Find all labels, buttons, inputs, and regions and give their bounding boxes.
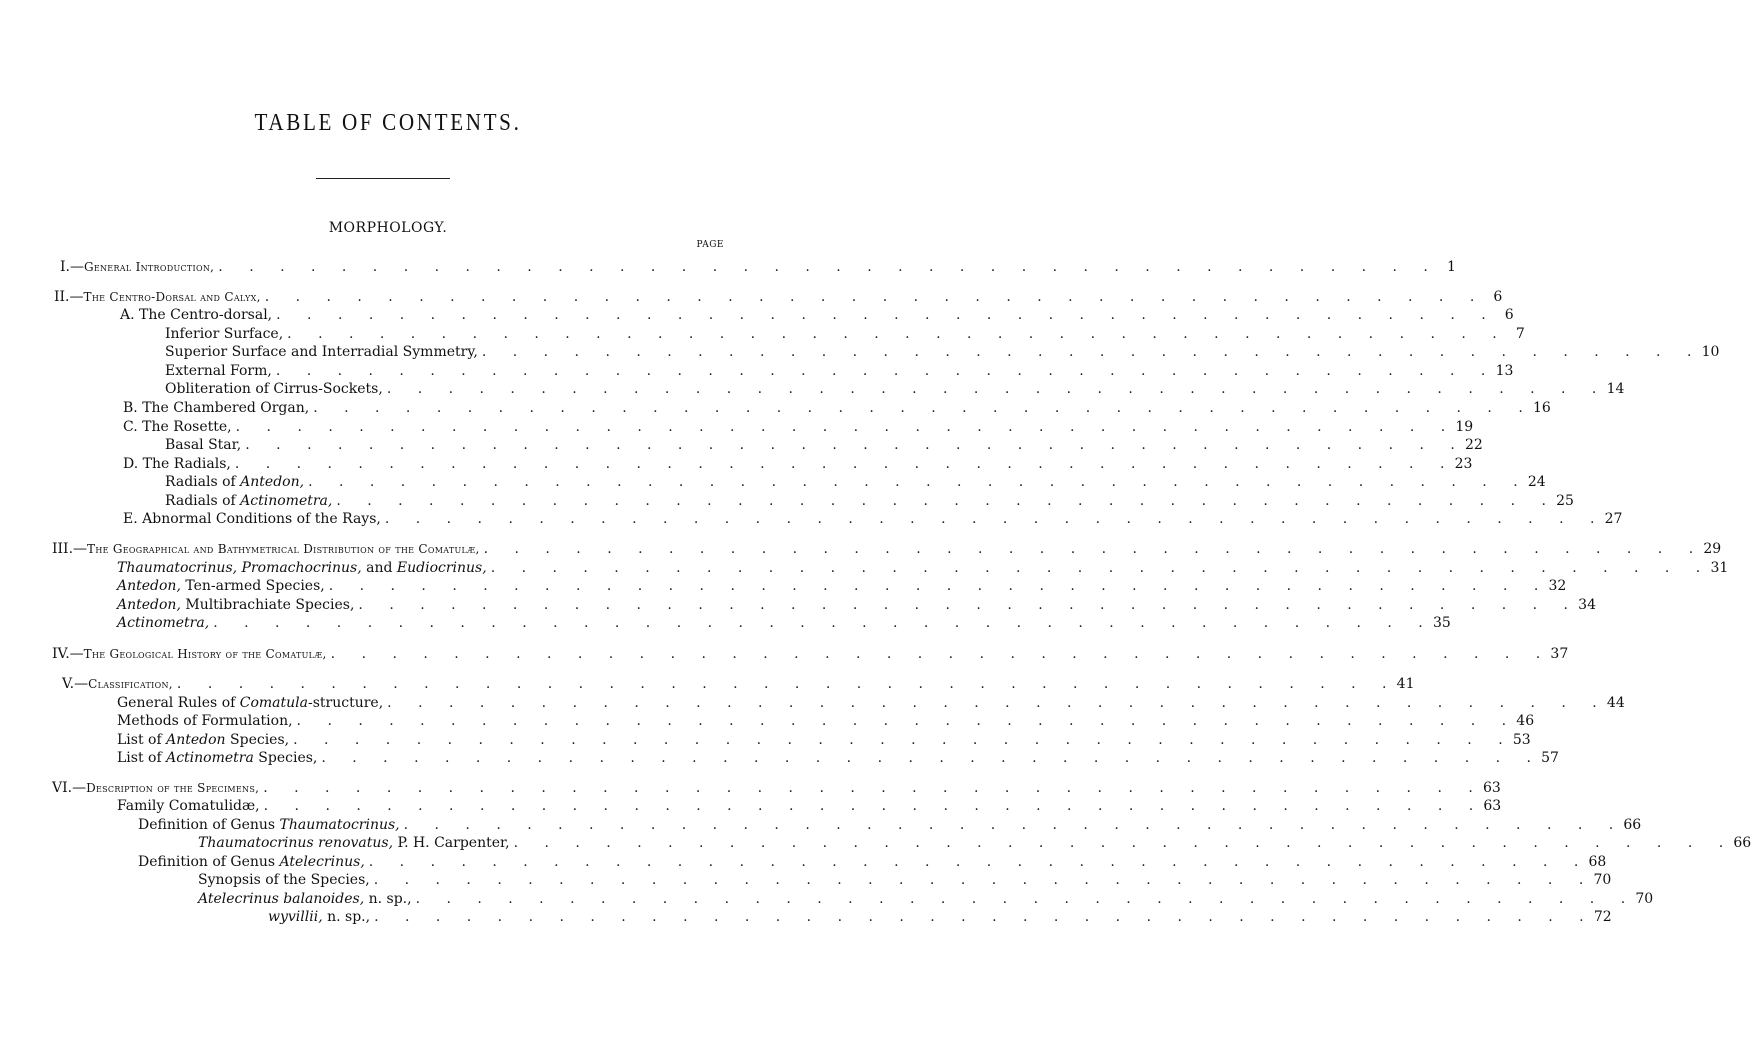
dot-leader: . . . . . . . . . . . . . . . . . . . . . . . . . . . . . . . . . . . . . . . . xyxy=(384,511,1595,527)
toc-entry-page: 46 xyxy=(1516,713,1535,729)
toc-entry-page: 24 xyxy=(1527,474,1546,490)
toc-entry xyxy=(165,436,1483,454)
toc-entry-text: The Centro-Dorsal and Calyx, xyxy=(83,290,261,304)
toc-entry xyxy=(123,510,1623,528)
toc-entry xyxy=(52,645,1569,663)
toc-entry-text: Thaumatocrinus, Promachocrinus, xyxy=(117,560,362,576)
dot-leader: . . . . . . . . . . . . . . . . . . . . . . . . . . . . . . . . . . . . . . . . xyxy=(213,615,1423,631)
toc-entry-label xyxy=(117,731,293,749)
toc-entry-text: General Rules of xyxy=(117,695,240,711)
toc-entry-text: Atelecrinus, xyxy=(279,854,365,870)
title-rule xyxy=(316,178,450,179)
toc-entry-label xyxy=(198,890,416,908)
toc-entry-page: 29 xyxy=(1703,541,1722,557)
toc-entry-page: 66 xyxy=(1623,817,1642,833)
toc-entry-text: V.— xyxy=(62,676,89,692)
dot-leader: . . . . . . . . . . . . . . . . . . . . . . . . . . . . . . . . . . . . . . . . xyxy=(513,835,1724,851)
toc-entry-label xyxy=(120,306,276,324)
toc-entry-label xyxy=(117,694,387,712)
toc-entry-text: and xyxy=(361,560,397,576)
dot-leader: . . . . . . . . . . . . . . . . . . . . . . . . . . . . . . . . . . . . . . . . xyxy=(336,493,1546,509)
dot-leader: . . . . . . . . . . . . . . . . . . . . . . . . . . . . . . . . . . . . . . . . xyxy=(358,597,1568,613)
toc-entry xyxy=(52,779,1501,797)
toc-entry-label xyxy=(117,797,264,815)
toc-entry-page: 32 xyxy=(1548,578,1567,594)
dot-leader: . . . . . . . . . . . . . . . . . . . . . . . . . . . . . . . . . . . . . . . . xyxy=(313,400,1523,416)
toc-entry-text: General Introduction, xyxy=(83,260,215,274)
toc-entry xyxy=(198,871,1612,889)
toc-entry-text: A. The Centro-dorsal, xyxy=(120,307,273,323)
dot-leader: . . . . . . . . . . . . . . . . . . . . . . . . . . . . . . . . . . . . . . . . xyxy=(263,780,1473,796)
toc-entry xyxy=(117,749,1559,767)
toc-entry-page: 6 xyxy=(1504,307,1514,323)
toc-entry-text: I.— xyxy=(60,259,84,275)
toc-entry xyxy=(165,362,1514,380)
toc-entry-text: E. Abnormal Conditions of the Rays, xyxy=(123,511,381,527)
toc-entry-text: Classification, xyxy=(88,677,173,691)
toc-entry-label xyxy=(165,325,287,343)
dot-leader: . . . . . . . . . . . . . . . . . . . . . . . . . . . . . . . . . . . . . . . . xyxy=(373,872,1584,888)
toc-entry xyxy=(60,258,1456,276)
toc-entry-text: Antedon, xyxy=(240,474,305,490)
toc-entry xyxy=(117,559,1729,577)
toc-entry-text: Radials of xyxy=(165,493,241,509)
dot-leader: . . . . . . . . . . . . . . . . . . . . . . . . . . . . . . . . . . . . . . . . xyxy=(263,798,1474,814)
toc-entry-text: Actinometra, xyxy=(240,493,333,509)
toc-entry xyxy=(117,596,1596,614)
toc-entry-page: 1 xyxy=(1446,259,1456,275)
toc-entry-text: List of xyxy=(117,732,167,748)
toc-entry-page: 70 xyxy=(1635,891,1654,907)
toc-entry-label xyxy=(138,853,369,871)
toc-entry-text: List of xyxy=(117,750,167,766)
toc-entry-label xyxy=(52,779,263,797)
dot-leader: . . . . . . . . . . . . . . . . . . . . . . . . . . . . . . . . . . . . . . . . xyxy=(275,363,1486,379)
toc-entry-label xyxy=(138,816,404,834)
toc-entry xyxy=(117,614,1451,632)
dot-leader: . . . . . . . . . . . . . . . . . . . . . . . . . . . . . . . . . . . . . . . . xyxy=(296,713,1507,729)
toc-entry-text: IV.— xyxy=(52,646,84,662)
toc-entry xyxy=(123,455,1473,473)
toc-entry xyxy=(165,492,1574,510)
toc-entry-page: 44 xyxy=(1606,695,1625,711)
toc-entry-text: Superior Surface and Interradial Symmetry, xyxy=(165,344,478,360)
toc-entry-label xyxy=(117,559,491,577)
toc-entry-label xyxy=(198,871,374,889)
toc-entry-page: 6 xyxy=(1493,289,1503,305)
toc-entry-text: Description of the Specimens, xyxy=(86,781,260,795)
toc-entry-label xyxy=(198,834,514,852)
toc-entry-page: 70 xyxy=(1593,872,1612,888)
toc-entry-page: 10 xyxy=(1701,344,1720,360)
toc-entry-page: 37 xyxy=(1550,646,1569,662)
dot-leader: . . . . . . . . . . . . . . . . . . . . . . . . . . . . . . . . . . . . . . . . xyxy=(483,541,1694,557)
toc-entry-label xyxy=(117,749,321,767)
toc-entry xyxy=(117,694,1625,712)
toc-entry xyxy=(117,797,1502,815)
toc-entry-page: 25 xyxy=(1556,493,1574,509)
toc-entry-text: Ten-armed Species, xyxy=(180,578,325,594)
toc-entry-page: 53 xyxy=(1512,732,1531,748)
toc-entry xyxy=(138,816,1642,834)
toc-entry-text: C. The Rosette, xyxy=(123,419,232,435)
toc-entry-label xyxy=(117,614,213,632)
dot-leader: . . . . . . . . . . . . . . . . . . . . . . . . . . . . . . . . . . . . . . . . xyxy=(293,732,1503,748)
toc-entry-page: 68 xyxy=(1588,854,1607,870)
toc-entry-text: III.— xyxy=(52,541,88,557)
toc-entry-label xyxy=(52,540,484,558)
toc-entry-label xyxy=(165,436,245,454)
toc-entry-text: wyvillii, xyxy=(268,909,323,925)
toc-entry xyxy=(165,473,1546,491)
toc-entry xyxy=(123,418,1474,436)
dot-leader: . . . . . . . . . . . . . . . . . . . . . . . . . . . . . . . . . . . . . . . . xyxy=(287,326,1497,342)
toc-entry xyxy=(165,380,1625,398)
toc-entry-label xyxy=(60,258,218,276)
toc-entry xyxy=(117,577,1567,595)
toc-entry-label xyxy=(117,596,358,614)
dot-leader: . . . . . . . . . . . . . . . . . . . . . . . . . . . . . . . . . . . . . . . . xyxy=(235,419,1446,435)
toc-entry xyxy=(138,853,1607,871)
toc-entry xyxy=(120,306,1514,324)
toc-entry-text: VI.— xyxy=(52,780,87,796)
section-heading: MORPHOLOGY. xyxy=(328,220,448,236)
dot-leader: . . . . . . . . . . . . . . . . . . . . . . . . . . . . . . . . . . . . . . . . xyxy=(386,381,1597,397)
toc-entry-text: Actinometra xyxy=(166,750,254,766)
toc-entry xyxy=(123,399,1551,417)
toc-entry-text: Definition of Genus xyxy=(138,854,280,870)
toc-entry-page: 57 xyxy=(1541,750,1559,766)
toc-entry-text: Thaumatocrinus, xyxy=(279,817,400,833)
toc-entry-page: 14 xyxy=(1606,381,1625,397)
toc-entry-text: Comatula xyxy=(239,695,308,711)
dot-leader: . . . . . . . . . . . . . . . . . . . . . . . . . . . . . . . . . . . . . . . . xyxy=(368,854,1579,870)
toc-entry-text: Species, xyxy=(225,732,290,748)
toc-entry-text: Antedon, xyxy=(117,597,181,613)
dot-leader: . . . . . . . . . . . . . . . . . . . . . . . . . . . . . . . . . . . . . . . . xyxy=(403,817,1614,833)
toc-entry-page: 34 xyxy=(1578,597,1596,613)
toc-entry-text: n. sp., xyxy=(364,891,412,907)
toc-entry-label xyxy=(117,577,329,595)
toc-entry-label xyxy=(117,712,297,730)
dot-leader: . . . . . . . . . . . . . . . . . . . . . . . . . . . . . . . . . . . . . . . . xyxy=(276,307,1486,323)
toc-entry-label xyxy=(62,675,177,693)
toc-entry-text: D. The Radials, xyxy=(123,456,231,472)
toc-entry-text: B. The Chambered Organ, xyxy=(123,400,310,416)
toc-entry-text: The Geographical and Bathymetrical Distribution of the Comatulæ, xyxy=(87,542,480,556)
toc-entry-label xyxy=(123,418,236,436)
toc-entry-label xyxy=(54,288,265,306)
toc-entry-text: Multibrachiate Species, xyxy=(180,597,355,613)
toc-entry-page: 35 xyxy=(1432,615,1451,631)
dot-leader: . . . . . . . . . . . . . . . . . . . . . . . . . . . . . . . . . . . . . . . . xyxy=(176,676,1387,692)
toc-entry-text: Obliteration of Cirrus-Sockets, xyxy=(165,381,383,397)
toc-entry xyxy=(54,288,1503,306)
toc-entry-text: Antedon xyxy=(166,732,226,748)
toc-entry-text: External Form, xyxy=(165,363,272,379)
toc-entry-label xyxy=(165,362,276,380)
toc-entry-text: Actinometra, xyxy=(117,615,210,631)
toc-entry-page: 19 xyxy=(1455,419,1474,435)
dot-leader: . . . . . . . . . . . . . . . . . . . . . . . . . . . . . . . . . . . . . . . . xyxy=(308,474,1518,490)
page-column-label: PAGE xyxy=(696,240,724,250)
toc-entry-page: 16 xyxy=(1532,400,1551,416)
toc-entry-text: Atelecrinus balanoides, xyxy=(198,891,365,907)
toc-entry-text: Antedon, xyxy=(117,578,181,594)
toc-entry-label xyxy=(165,380,387,398)
dot-leader: . . . . . . . . . . . . . . . . . . . . . . . . . . . . . . . . . . . . . . . . xyxy=(328,578,1539,594)
toc-entry-text: Definition of Genus xyxy=(138,817,280,833)
toc-entry-text: Thaumatocrinus renovatus, xyxy=(198,835,394,851)
toc-entry-label xyxy=(165,473,308,491)
toc-entry-label xyxy=(52,645,331,663)
toc-entry-text: Radials of xyxy=(165,474,241,490)
toc-entry-label xyxy=(123,510,385,528)
dot-leader: . . . . . . . . . . . . . . . . . . . . . . . . . . . . . . . . . . . . . . . . xyxy=(321,750,1531,766)
toc-entry-page: 66 xyxy=(1733,835,1751,851)
dot-leader: . . . . . . . . . . . . . . . . . . . . . . . . . . . . . . . . . . . . . . . . xyxy=(234,456,1445,472)
toc-entry-page: 31 xyxy=(1710,560,1729,576)
dot-leader: . . . . . . . . . . . . . . . . . . . . . . . . . . . . . . . . . . . . . . . . xyxy=(415,891,1626,907)
toc-entry-page: 63 xyxy=(1483,798,1502,814)
toc-entry-text: Synopsis of the Species, xyxy=(198,872,370,888)
toc-entry-page: 63 xyxy=(1482,780,1501,796)
dot-leader: . . . . . . . . . . . . . . . . . . . . . . . . . . . . . . . . . . . . . . . . xyxy=(490,560,1701,576)
dot-leader: . . . . . . . . . . . . . . . . . . . . . . . . . . . . . . . . . . . . . . . . xyxy=(387,695,1597,711)
toc-entry-page: 22 xyxy=(1465,437,1483,453)
toc-entry-text: Methods of Formulation, xyxy=(117,713,293,729)
toc-entry-page: 23 xyxy=(1454,456,1473,472)
toc-entry xyxy=(117,712,1535,730)
page-title: TABLE OF CONTENTS. xyxy=(254,110,522,136)
toc-entry-label xyxy=(165,492,336,510)
toc-entry-text: Inferior Surface, xyxy=(165,326,284,342)
toc-entry-text: Eudiocrinus, xyxy=(396,560,487,576)
dot-leader: . . . . . . . . . . . . . . . . . . . . . . . . . . . . . . . . . . . . . . . . xyxy=(245,437,1455,453)
toc-entry-text: Family Comatulidæ, xyxy=(117,798,260,814)
toc-entry-text: n. sp., xyxy=(322,909,371,925)
dot-leader: . . . . . . . . . . . . . . . . . . . . . . . . . . . . . . . . . . . . . . . . xyxy=(264,289,1475,305)
toc-entry xyxy=(165,325,1525,343)
toc-entry-page: 72 xyxy=(1593,909,1612,925)
toc-entry xyxy=(117,731,1531,749)
dot-leader: . . . . . . . . . . . . . . . . . . . . . . . . . . . . . . . . . . . . . . . . xyxy=(218,259,1428,275)
toc-entry-page: 7 xyxy=(1515,326,1525,342)
toc-entry-label xyxy=(123,399,313,417)
toc-entry-text: The Geological History of the Comatulæ, xyxy=(83,647,327,661)
toc-entry xyxy=(198,890,1654,908)
toc-entry-label xyxy=(268,908,374,926)
toc-entry xyxy=(52,540,1722,558)
toc-entry-text: II.— xyxy=(54,289,84,305)
toc-entry-page: 41 xyxy=(1396,676,1415,692)
toc-entry-text: Basal Star, xyxy=(165,437,242,453)
dot-leader: . . . . . . . . . . . . . . . . . . . . . . . . . . . . . . . . . . . . . . . . xyxy=(481,344,1692,360)
toc-entry xyxy=(198,834,1751,852)
dot-leader: . . . . . . . . . . . . . . . . . . . . . . . . . . . . . . . . . . . . . . . . xyxy=(330,646,1541,662)
toc-entry-text: Species, xyxy=(253,750,318,766)
toc-entry-text: P. H. Carpenter, xyxy=(393,835,510,851)
toc-entry xyxy=(268,908,1612,926)
toc-entry-label xyxy=(123,455,235,473)
toc-entry-text: -structure, xyxy=(308,695,384,711)
toc-entry-page: 13 xyxy=(1495,363,1514,379)
toc-entry-page: 27 xyxy=(1604,511,1623,527)
dot-leader: . . . . . . . . . . . . . . . . . . . . . . . . . . . . . . . . . . . . . . . . xyxy=(374,909,1584,925)
toc-entry-label xyxy=(165,343,482,361)
toc-entry xyxy=(62,675,1415,693)
toc-entry xyxy=(165,343,1720,361)
